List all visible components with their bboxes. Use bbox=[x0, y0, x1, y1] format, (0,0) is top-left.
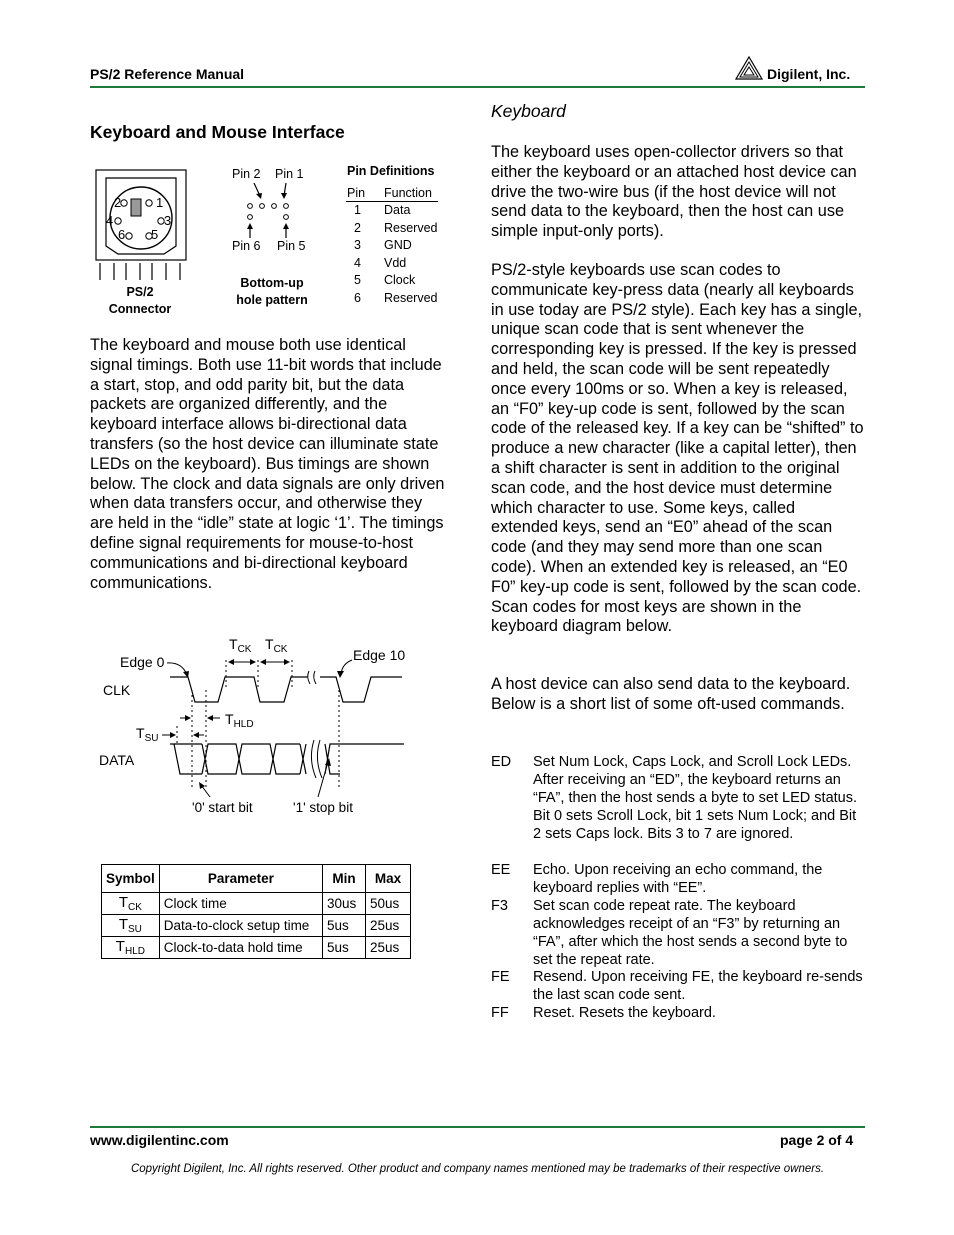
pin-number: 1 bbox=[354, 203, 361, 217]
table-header: Parameter bbox=[159, 865, 322, 893]
hole-pin6-label: Pin 6 bbox=[232, 239, 261, 253]
stop-bit-label: '1' stop bit bbox=[293, 800, 353, 815]
thld-subscript: HLD bbox=[233, 719, 254, 730]
footer-rule bbox=[90, 1126, 865, 1128]
footer-copyright: Copyright Digilent, Inc. All rights reserved. Other product and company names mentioned may be trademarks of their respective owners. bbox=[130, 1163, 825, 1175]
parameter-cell: Data-to-clock setup time bbox=[159, 915, 322, 937]
command-item bbox=[491, 968, 866, 1004]
pin-definitions-title: Pin Definitions bbox=[347, 164, 435, 178]
hole-pin1-label: Pin 1 bbox=[275, 167, 304, 181]
pin-function: Reserved bbox=[384, 290, 438, 305]
header-title: PS/2 Reference Manual bbox=[90, 66, 245, 82]
pin-function: Clock bbox=[384, 273, 416, 287]
symbol-text: T bbox=[115, 938, 125, 955]
connector-caption bbox=[90, 284, 190, 318]
pin-function: Data bbox=[384, 203, 411, 217]
tck-subscript: CK bbox=[273, 644, 288, 655]
tck-label-1 bbox=[229, 636, 251, 655]
digilent-logo-icon bbox=[735, 56, 763, 80]
pin-number: 6 bbox=[354, 290, 361, 305]
table-header: Max bbox=[366, 865, 411, 893]
pin-definitions-function-column bbox=[384, 202, 438, 307]
connector-pin-3: 3 bbox=[164, 213, 172, 228]
pin-function: GND bbox=[384, 238, 412, 252]
hole-pattern-caption bbox=[222, 275, 322, 309]
pin-definitions-pin-column bbox=[354, 202, 361, 307]
hole-pattern-figure bbox=[240, 180, 300, 240]
command-description: Echo. Upon receiving an echo command, the keyboard replies with “EE”. bbox=[533, 862, 823, 896]
connector-pin-6: 6 bbox=[118, 227, 126, 242]
keyboard-paragraph-2: PS/2-style keyboards use scan codes to communicate key-press data (nearly all keyboards in use today are PS/2 style). Each key has a single, unique scan code that is sent whenever the corresponding key is pressed. If the key is pressed and held, the scan code will be sent repeatedly once every 100ms or so. When a key is released, an “F0” key-up code is sent, followed by the scan code of the released key. If a key can be “shifted” to produce a new character (like a capital letter), then a shift character is sent in addition to the original scan code, and the host device must determine which character to use. Some keys, called extended keys, send an “E0” ahead of the scan code (and they may send more than one scan code). When an extended key is released, an “E0 F0” key-up code is sent, followed by the scan code. Scan codes for most keys are shown in the keyboard diagram below. bbox=[491, 261, 864, 636]
command-description: Set scan code repeat rate. The keyboard acknowledges receipt of an “F3” by returning an “FA”, after which the host sends a second byte to set the repeat rate. bbox=[533, 898, 848, 968]
table-row bbox=[102, 937, 411, 959]
connector-pin-1: 1 bbox=[156, 195, 164, 210]
hole-pin5-label: Pin 5 bbox=[277, 239, 306, 253]
command-code: FF bbox=[491, 1005, 509, 1021]
tsu-subscript: SU bbox=[144, 733, 159, 744]
max-cell: 50us bbox=[366, 893, 411, 915]
edge0-label: Edge 0 bbox=[120, 654, 165, 670]
table-row bbox=[102, 915, 411, 937]
command-code: ED bbox=[491, 754, 512, 770]
min-cell: 5us bbox=[323, 915, 366, 937]
footer-page-number: page 2 of 4 bbox=[780, 1132, 854, 1148]
data-label: DATA bbox=[99, 752, 135, 768]
table-header: Min bbox=[323, 865, 366, 893]
parameter-cell: Clock time bbox=[159, 893, 322, 915]
table-header-row bbox=[102, 865, 411, 893]
pin-definitions-header-pin: Pin bbox=[347, 186, 366, 200]
command-code: F3 bbox=[491, 898, 508, 914]
tck-label-2 bbox=[265, 636, 287, 655]
pin-number: 5 bbox=[354, 273, 361, 287]
connector-pin-5: 5 bbox=[151, 227, 159, 242]
command-description: Reset. Resets the keyboard. bbox=[533, 1005, 716, 1021]
hole-pattern-caption-line2: hole pattern bbox=[236, 293, 308, 307]
tsu-label bbox=[136, 725, 158, 744]
pin-function: Reserved bbox=[384, 220, 438, 235]
section-title: Keyboard and Mouse Interface bbox=[90, 122, 345, 142]
tck-symbol: T bbox=[229, 636, 238, 652]
pin-number: 3 bbox=[354, 238, 361, 252]
timing-table bbox=[101, 864, 411, 959]
command-item bbox=[491, 1004, 866, 1022]
pin-definitions-header-function: Function bbox=[384, 186, 432, 200]
signal-timing-paragraph: The keyboard and mouse both use identical signal timings. Both use 11-bit words that include a start, stop, and odd parity bit, but the data packets are organized differently, and the keyboard interface allows bi-directional data transfers (so the host device can illuminate state LEDs on the keyboard). Bus timings are shown below. The clock and data signals are only driven when data transfers occur, and otherwise they are held in the “idle” state at logic ‘1’. The timings define signal requirements for mouse-to-host communications and bi-directional keyboard communications. bbox=[90, 336, 445, 592]
keyboard-paragraph-3: A host device can also send data to the keyboard. Below is a short list of some oft-used commands. bbox=[491, 675, 851, 713]
min-cell: 5us bbox=[323, 937, 366, 959]
footer-url[interactable]: www.digilentinc.com bbox=[90, 1132, 229, 1148]
min-cell: 30us bbox=[323, 893, 366, 915]
command-description: Resend. Upon receiving FE, the keyboard re-sends the last scan code sent. bbox=[533, 969, 863, 1003]
max-cell: 25us bbox=[366, 937, 411, 959]
thld-label bbox=[225, 711, 254, 730]
symbol-text: T bbox=[118, 894, 129, 911]
table-header: Symbol bbox=[102, 865, 160, 893]
clk-label: CLK bbox=[103, 682, 131, 698]
header-company: Digilent, Inc. bbox=[767, 66, 851, 82]
max-cell: 25us bbox=[366, 915, 411, 937]
connector-caption-line2: Connector bbox=[108, 302, 172, 316]
command-code: EE bbox=[491, 862, 511, 878]
pin-number: 4 bbox=[354, 255, 361, 270]
symbol-subscript: HLD bbox=[124, 946, 145, 957]
start-bit-label: '0' start bit bbox=[192, 800, 253, 815]
connector-pin-4: 4 bbox=[106, 213, 114, 228]
edge10-label: Edge 10 bbox=[353, 647, 406, 663]
keyboard-paragraph-1: The keyboard uses open-collector drivers so that either the keyboard or an attached host device can drive the two-wire bus (if the host device will not send data to the keyboard, then the host can use simple input-only ports). bbox=[491, 143, 857, 241]
keyboard-subtitle: Keyboard bbox=[491, 101, 566, 121]
command-item bbox=[491, 861, 866, 897]
symbol-subscript: SU bbox=[128, 924, 142, 935]
pin-number: 2 bbox=[354, 220, 361, 235]
header-rule bbox=[90, 86, 865, 88]
table-row bbox=[102, 893, 411, 915]
symbol-subscript: CK bbox=[128, 902, 142, 913]
symbol-cell bbox=[102, 915, 160, 937]
command-code: FE bbox=[491, 969, 510, 985]
command-item bbox=[491, 753, 866, 843]
parameter-cell: Clock-to-data hold time bbox=[159, 937, 322, 959]
command-description: Set Num Lock, Caps Lock, and Scroll Lock LEDs. After receiving an “ED”, the keyboard returns an “FA”, then the host sends a byte to set LED status. Bit 0 sets Scroll Lock, bit 1 sets Num Lock; and Bit 2 sets Caps lock. Bits 3 to 7 are ignored. bbox=[533, 754, 858, 842]
command-item bbox=[491, 897, 866, 969]
tck-subscript: CK bbox=[237, 644, 252, 655]
symbol-text: T bbox=[118, 916, 129, 933]
connector-caption-line1: PS/2 bbox=[126, 285, 154, 299]
tsu-symbol: T bbox=[136, 725, 145, 741]
hole-pin2-label: Pin 2 bbox=[232, 167, 261, 181]
tck-symbol: T bbox=[265, 636, 274, 652]
symbol-cell bbox=[102, 893, 160, 915]
connector-pin-2: 2 bbox=[114, 195, 122, 210]
pin-function: Vdd bbox=[384, 255, 407, 270]
hole-pattern-caption-line1: Bottom-up bbox=[240, 276, 304, 290]
thld-symbol: T bbox=[225, 711, 234, 727]
symbol-cell bbox=[102, 937, 160, 959]
